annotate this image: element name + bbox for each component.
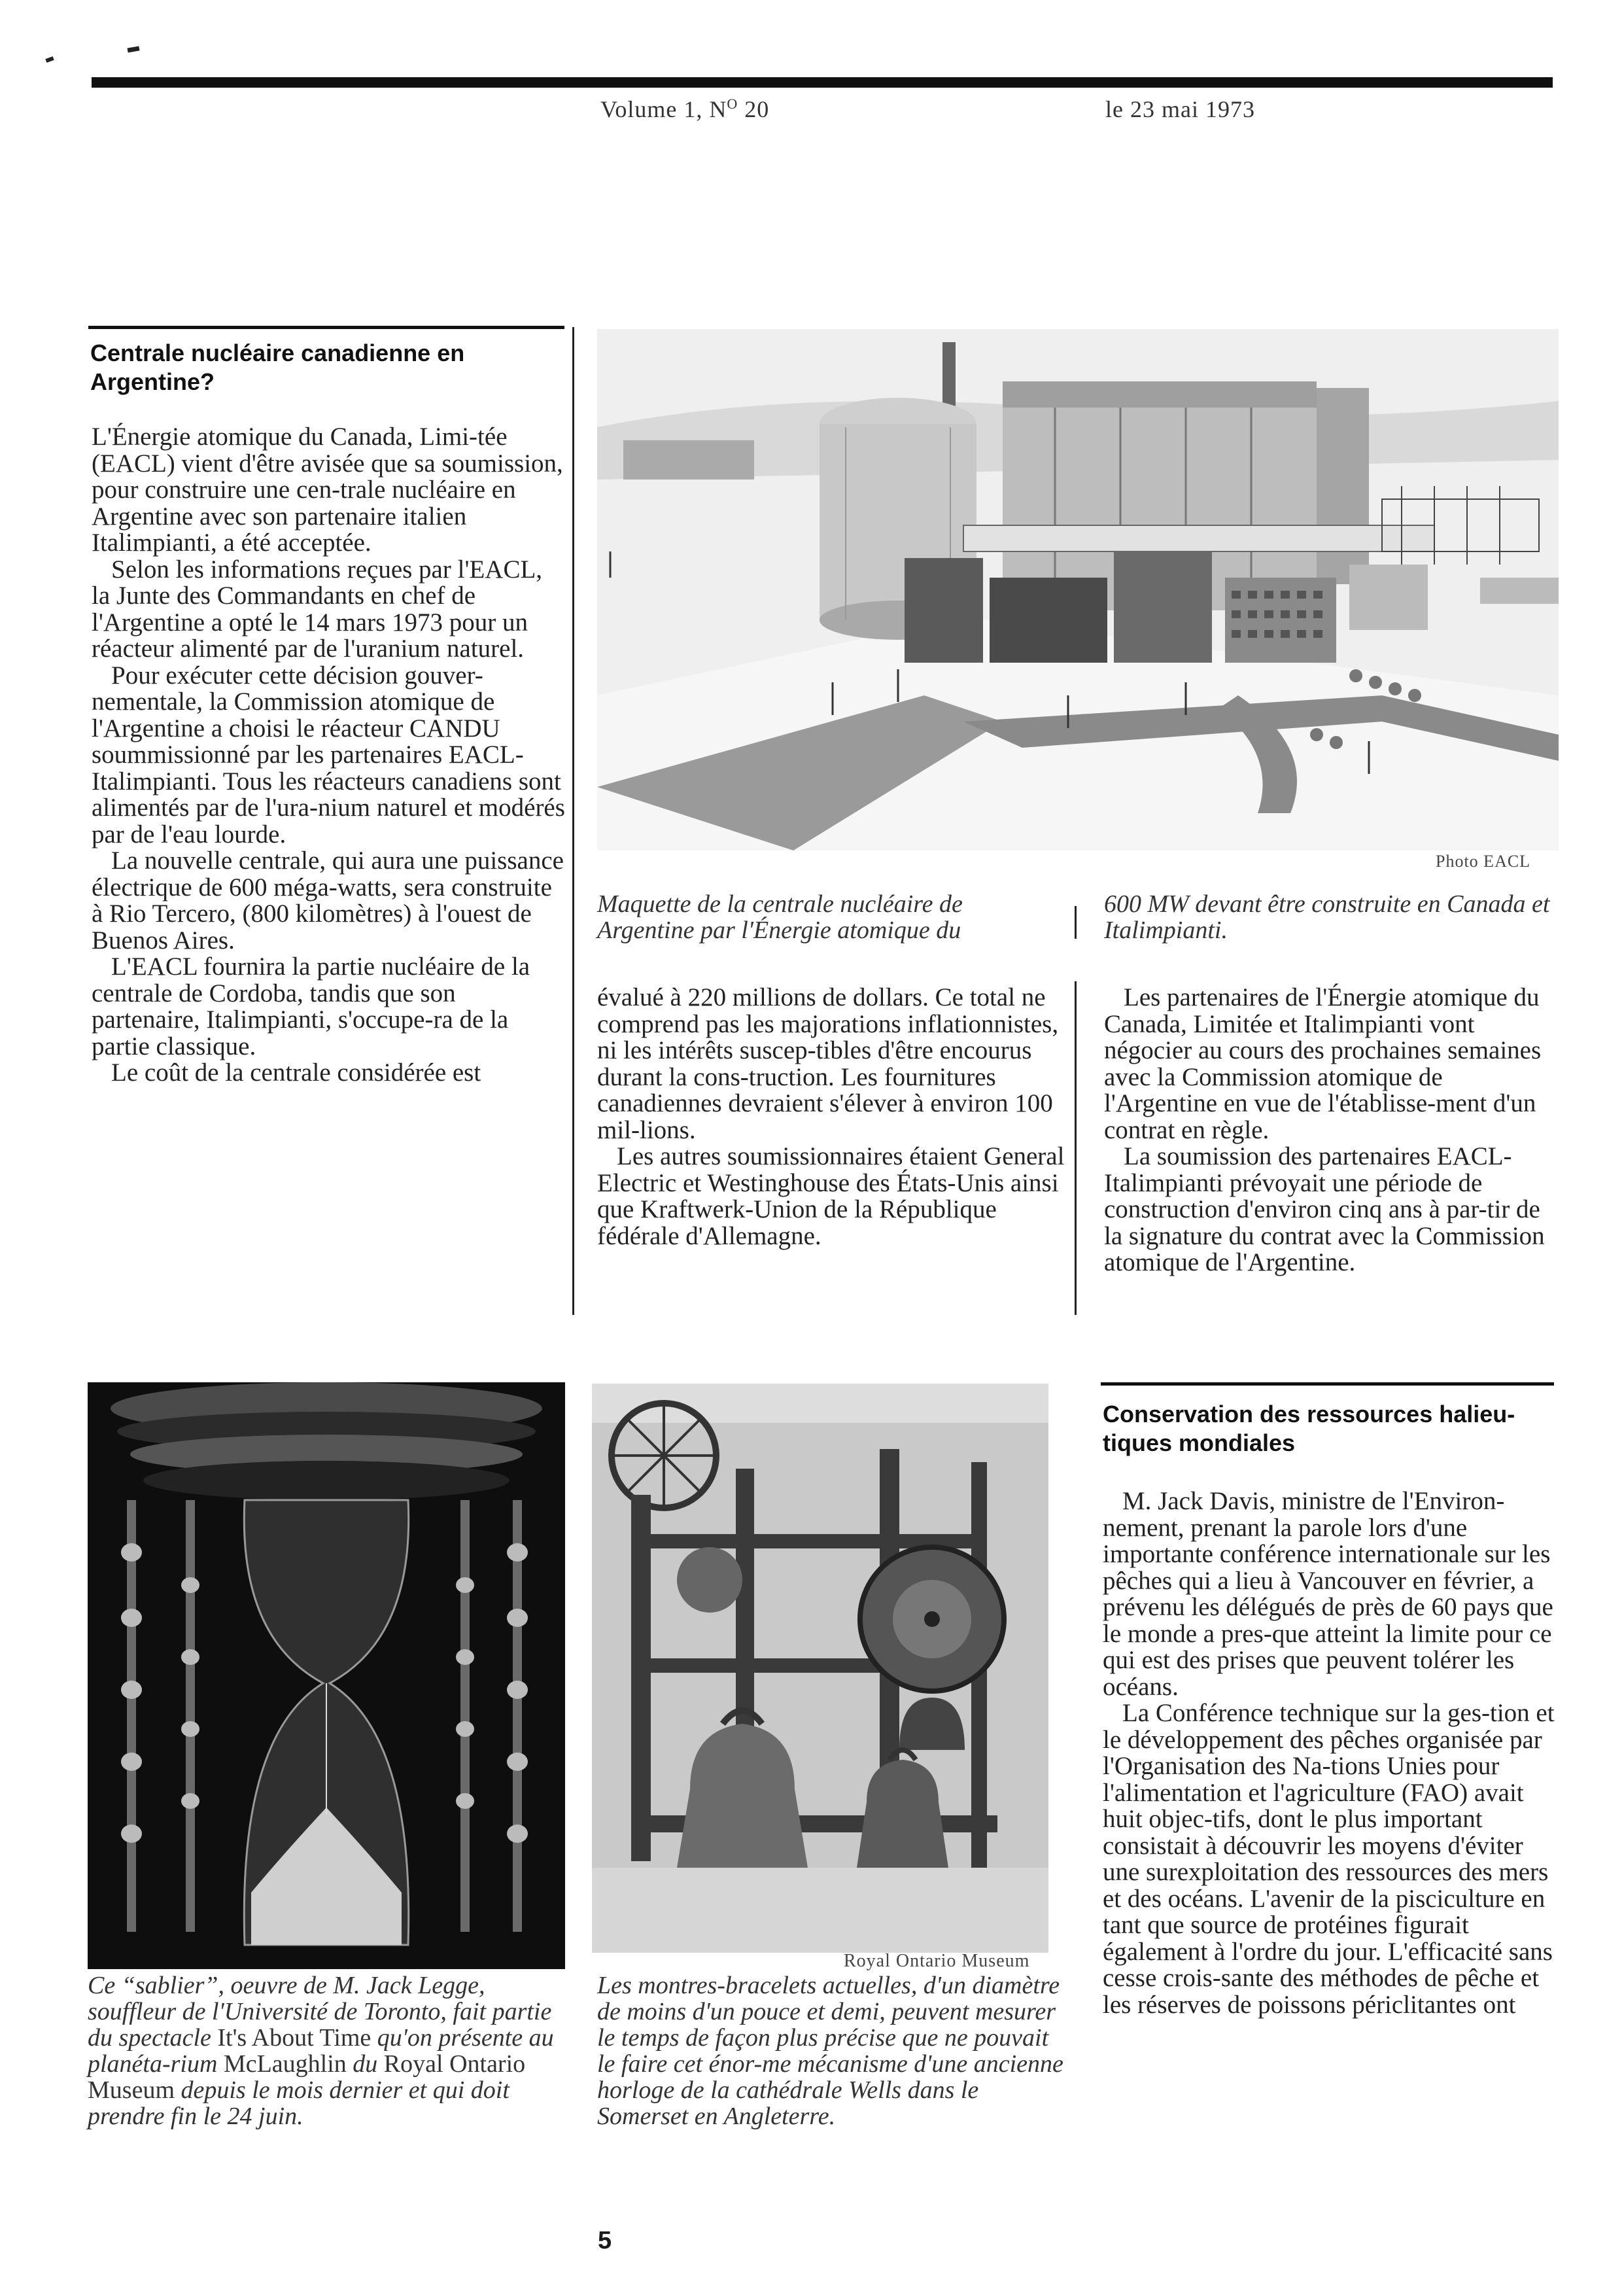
article-title: Conservation des ressources halieu-tiques mondiales [1103, 1401, 1515, 1456]
paragraph: La nouvelle centrale, qui aura une puissance électrique de 600 méga-watts, sera construite à Rio Tercero, (800 kilomètres) à l'ouest de Buenos Aires. [92, 847, 564, 954]
paragraph: évalué à 220 millions de dollars. Ce total ne comprend pas les majorations inflationnistes, ni les intérêts suscep-tibles d'être encourus durant la cons-truction. Les fournitures canadiennes devraient s'élever à environ 100 mil-lions. [597, 983, 1059, 1144]
caption-divider [1075, 906, 1077, 939]
clock-mechanism-photo [592, 1384, 1048, 1953]
photo-credit: Royal Ontario Museum [844, 1951, 1030, 1971]
paragraph: La soumission des partenaires EACL-Italimpianti prévoyait une période de construction d'environ cinq ans à par-tir de la signature du contrat avec la Commission atomique de l'Argentine. [1104, 1142, 1545, 1276]
paragraph: Selon les informations reçues par l'EACL, la Junte des Commandants en chef de l'Argentine a opté le 14 mars 1973 pour un réacteur alimenté par de l'uranium naturel. [92, 555, 543, 663]
issue-date: le 23 mai 1973 [1105, 96, 1255, 122]
paragraph: L'Énergie atomique du Canada, Limi-tée (EACL) vient d'être avisée que sa soumission, pour construire une cen-trale nucléaire en Argentine avec son partenaire italien Italimpianti, a été acceptée. [92, 423, 563, 557]
article-title: Centrale nucléaire canadienne en Argentine? [90, 340, 465, 395]
paragraph: La Conférence technique sur la ges-tion et le développement des pêches organisée par l'Organisation des Na-tions Unies pour l'alimentation et l'agriculture (FAO) avait huit objec-tifs, dont le plus important consistait à découvrir les moyens d'éviter une surexploitation des ressources des mers et des océans. L'avenir de la pisciculture en tant que source de protéines figurait également à l'ordre du jour. L'efficacité sans cesse crois-sante des méthodes de pêche et les réserves de poissons périclitantes ont [1103, 1699, 1555, 2019]
article-column-1 [92, 424, 566, 1087]
paragraph: Le coût de la centrale considérée est [111, 1058, 481, 1087]
article-column [1103, 1488, 1557, 2018]
column-divider [1075, 981, 1077, 1315]
article-column-2 [597, 985, 1068, 1249]
hourglass-drawing [88, 1382, 565, 1969]
paragraph: M. Jack Davis, ministre de l'Environ-nement, prenant la parole lors d'une importante conférence internationale sur les pêches qui a lieu à Vancouver en février, a prévenu les délégués de près de 60 pays que le monde a pres-que atteint la limite pour ce qui est des prises que peuvent tolérer les océans. [1103, 1487, 1553, 1701]
reactor-drawing [597, 329, 1559, 850]
photo-credit: Photo EACL [1436, 852, 1531, 871]
paragraph: Les autres soumissionnaires étaient General Electric et Westinghouse des États-Unis ainsi que Kraftwerk-Union de la République fédérale d'Allemagne. [597, 1142, 1065, 1250]
paragraph: L'EACL fournira la partie nucléaire de la centrale de Cordoba, tandis que son partenaire, Italimpianti, s'occupe-ra de la partie classique. [92, 952, 530, 1060]
photo-caption: Maquette de la centrale nucléaire de Argentine par l'Énergie atomique du [597, 890, 963, 944]
photo-caption: Ce “sablier”, oeuvre de M. Jack Legge, souffleur de l'Université de Toronto, fait partie du spectacle It's About Time qu'on présente au planéta-rium McLaughlin du Royal Ontario Museum depuis le mois dernier et qui doit prendre fin le 24 juin. [88, 1972, 554, 2130]
photo-caption: Les montres-bracelets actuelles, d'un diamètre de moins d'un pouce et demi, peuvent mesurer le temps de façon plus précise que ne pouvait le faire cet énor-me mécanisme d'une ancienne horloge de la cathédrale Wells dans le Somerset en Angleterre. [597, 1972, 1063, 2130]
header-rule [92, 77, 1553, 88]
volume-number: Volume 1, $N^O$ 20 [600, 96, 770, 122]
photo-caption: 600 MW devant être construite en Canada et Italimpianti. [1104, 890, 1550, 944]
scan-mark [45, 56, 54, 63]
hourglass-photo [88, 1382, 565, 1969]
paragraph: Pour exécuter cette décision gouver-nementale, la Commission atomique de l'Argentine a choisi le réacteur CANDU soummissionné par les partenaires EACL-Italimpianti. Tous les réacteurs canadiens sont alimentés par de l'ura-nium naturel et modérés par de l'eau lourde. [92, 661, 565, 848]
article-rule [1101, 1382, 1554, 1386]
clock-drawing [592, 1384, 1048, 1953]
column-divider [572, 327, 574, 1315]
article-column-3 [1104, 985, 1555, 1276]
reactor-illustration [597, 329, 1559, 850]
scan-mark [128, 46, 140, 52]
article-rule [88, 326, 564, 329]
paragraph: Les partenaires de l'Énergie atomique du Canada, Limitée et Italimpianti vont négocier au cours des prochaines semaines avec la Commission atomique de l'Argentine en vue de l'établisse-ment d'un contrat en règle. [1104, 983, 1542, 1144]
page-number: 5 [598, 2227, 612, 2254]
